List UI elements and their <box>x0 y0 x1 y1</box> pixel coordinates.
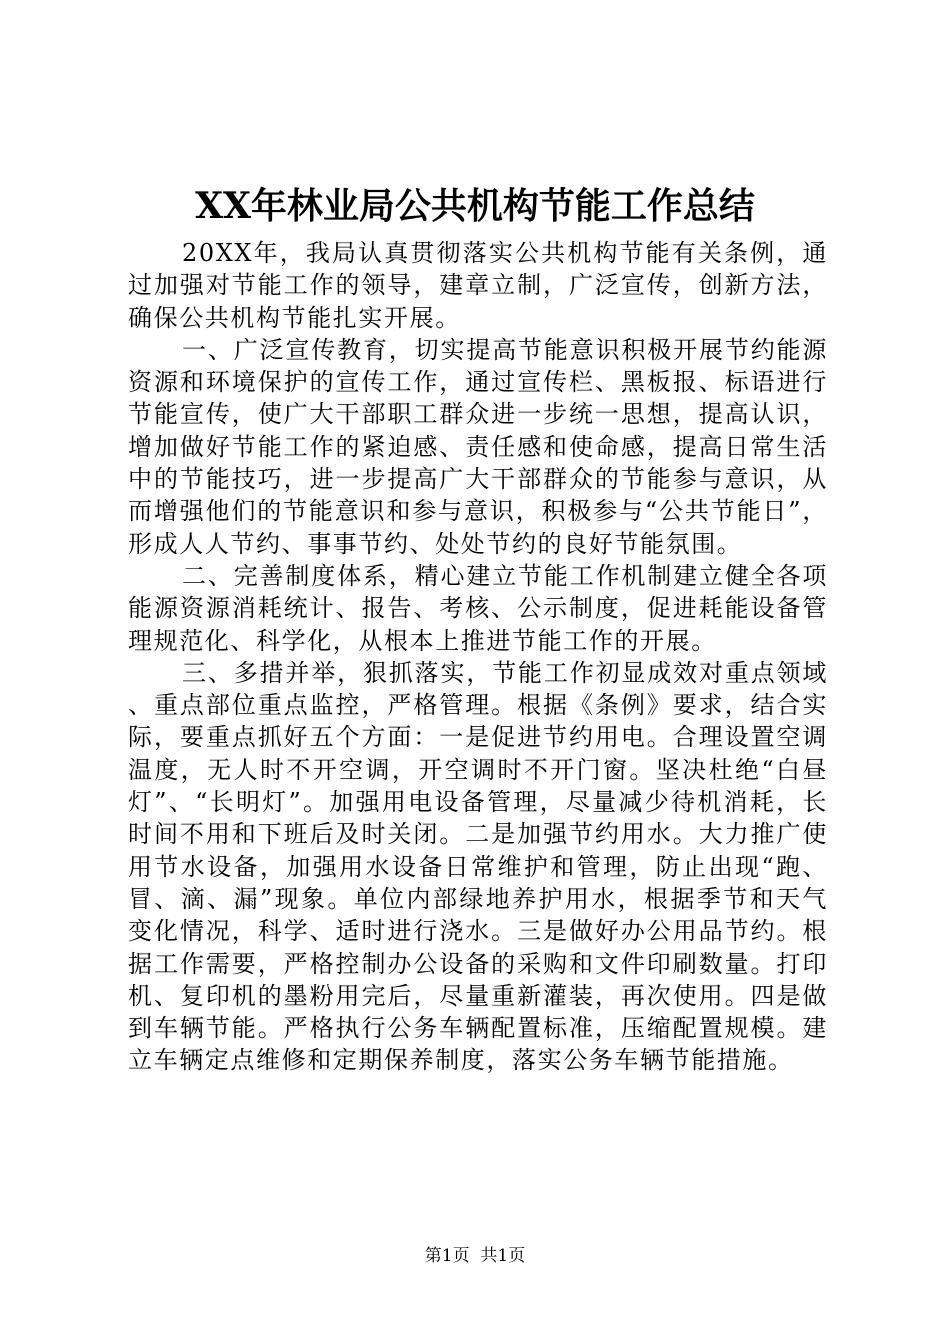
section-two-paragraph: 二、完善制度体系，精心建立节能工作机制建立健全各项能源资源消耗统计、报告、考核、公示制度，促进耗能设备管理规范化、科学化，从根本上推进节能工作的开展。 <box>128 561 828 655</box>
document-title: XX年林业局公共机构节能工作总结 <box>195 185 755 227</box>
page-number-footer: 第1页 共1页 <box>424 1246 526 1266</box>
document-body <box>128 237 828 1077</box>
section-one-paragraph: 一、广泛宣传教育，切实提高节能意识积极开展节约能源资源和环境保护的宣传工作，通过宣传栏、黑板报、标语进行节能宣传，使广大干部职工群众进一步统一思想，提高认识，增加做好节能工作的紧迫感、责任感和使命感，提高日常生活中的节能技巧，进一步提高广大干部群众的节能参与意识，从而增强他们的节能意识和参与意识，积极参与“公共节能日”，形成人人节约、事事节约、处处节约的良好节能氛围。 <box>128 335 828 558</box>
intro-paragraph: 20XX年，我局认真贯彻落实公共机构节能有关条例，通过加强对节能工作的领导，建章立制，广泛宣传，创新方法，确保公共机构节能扎实开展。 <box>128 239 828 332</box>
section-three-paragraph: 三、多措并举，狠抓落实，节能工作初显成效对重点领域、重点部位重点监控，严格管理。根据《条例》要求，结合实际，要重点抓好五个方面：一是促进节约用电。合理设置空调温度，无人时不开空调，开空调时不开门窗。坚决杜绝“白昼灯”、“长明灯”。加强用电设备管理，尽量减少待机消耗，长时间不用和下班后及时关闭。二是加强节约用水。大力推广使用节水设备，加强用水设备日常维护和管理，防止出现“跑、冒、滴、漏”现象。单位内部绿地养护用水，根据季节和天气变化情况，科学、适时进行浇水。三是做好办公用品节约。根据工作需要，严格控制办公设备的采购和文件印刷数量。打印机、复印机的墨粉用完后，尽量重新灌装，再次使用。四是做到车辆节能。严格执行公务车辆配置标准，压缩配置规模。建立车辆定点维修和定期保养制度，落实公务车辆节能措施。 <box>128 658 828 1075</box>
